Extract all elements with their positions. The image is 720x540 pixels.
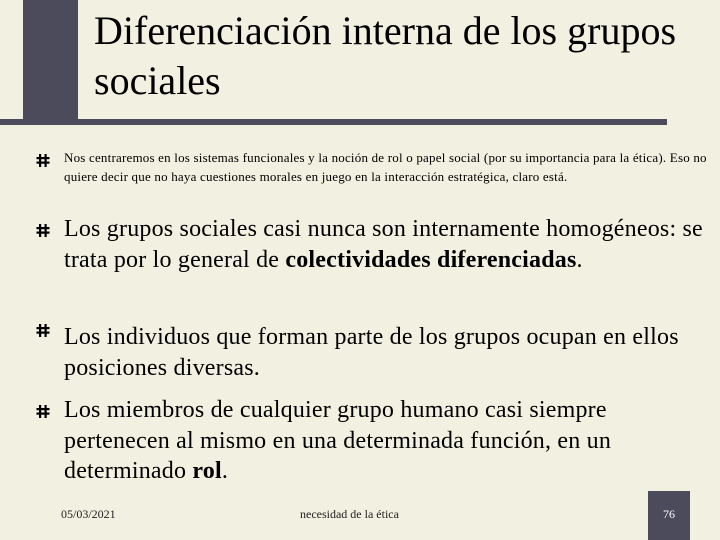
bullet-text-2-end: . [576,246,583,273]
bullet-text-1: Nos centraremos en los sistemas funcionales y la noción de rol o papel social (por su importancia para la ética). Eso no quiere decir que no haya cuestiones morales en juego en la interacción estratégica, claro está. [64,150,707,184]
bullet-text-2-start: Los grupos sociales casi nunca son internamente homogéneos: se trata por lo general de [64,216,703,273]
footer-center-text: necesidad de la ética [300,507,399,521]
hash-bullet-icon [35,222,51,238]
slide-title: Diferenciación interna de los grupos sociales [94,8,677,103]
bullet-text-4-bold: rol [192,458,222,485]
bullet-text-4-start: Los miembros de cualquier grupo humano casi siempre pertenecen al mismo en una determinada función, en un determinado [64,397,612,485]
title-rule [0,119,667,125]
page-number: 76 [663,507,675,521]
bullet-text-2-bold: colectividades diferenciadas [285,246,577,273]
footer-date: 05/03/2021 [61,507,116,521]
bullet-text-4-end: . [221,458,229,485]
hash-bullet-icon [35,322,51,338]
hash-bullet-icon [35,152,51,168]
bullet-text-2 [64,214,714,275]
hash-bullet-icon [35,403,51,419]
title-accent-bar [23,0,78,120]
bullet-text-3: Los individuos que forman parte de los grupos ocupan en ellos posiciones diversas. [64,324,679,381]
bullet-text-4 [64,395,714,487]
